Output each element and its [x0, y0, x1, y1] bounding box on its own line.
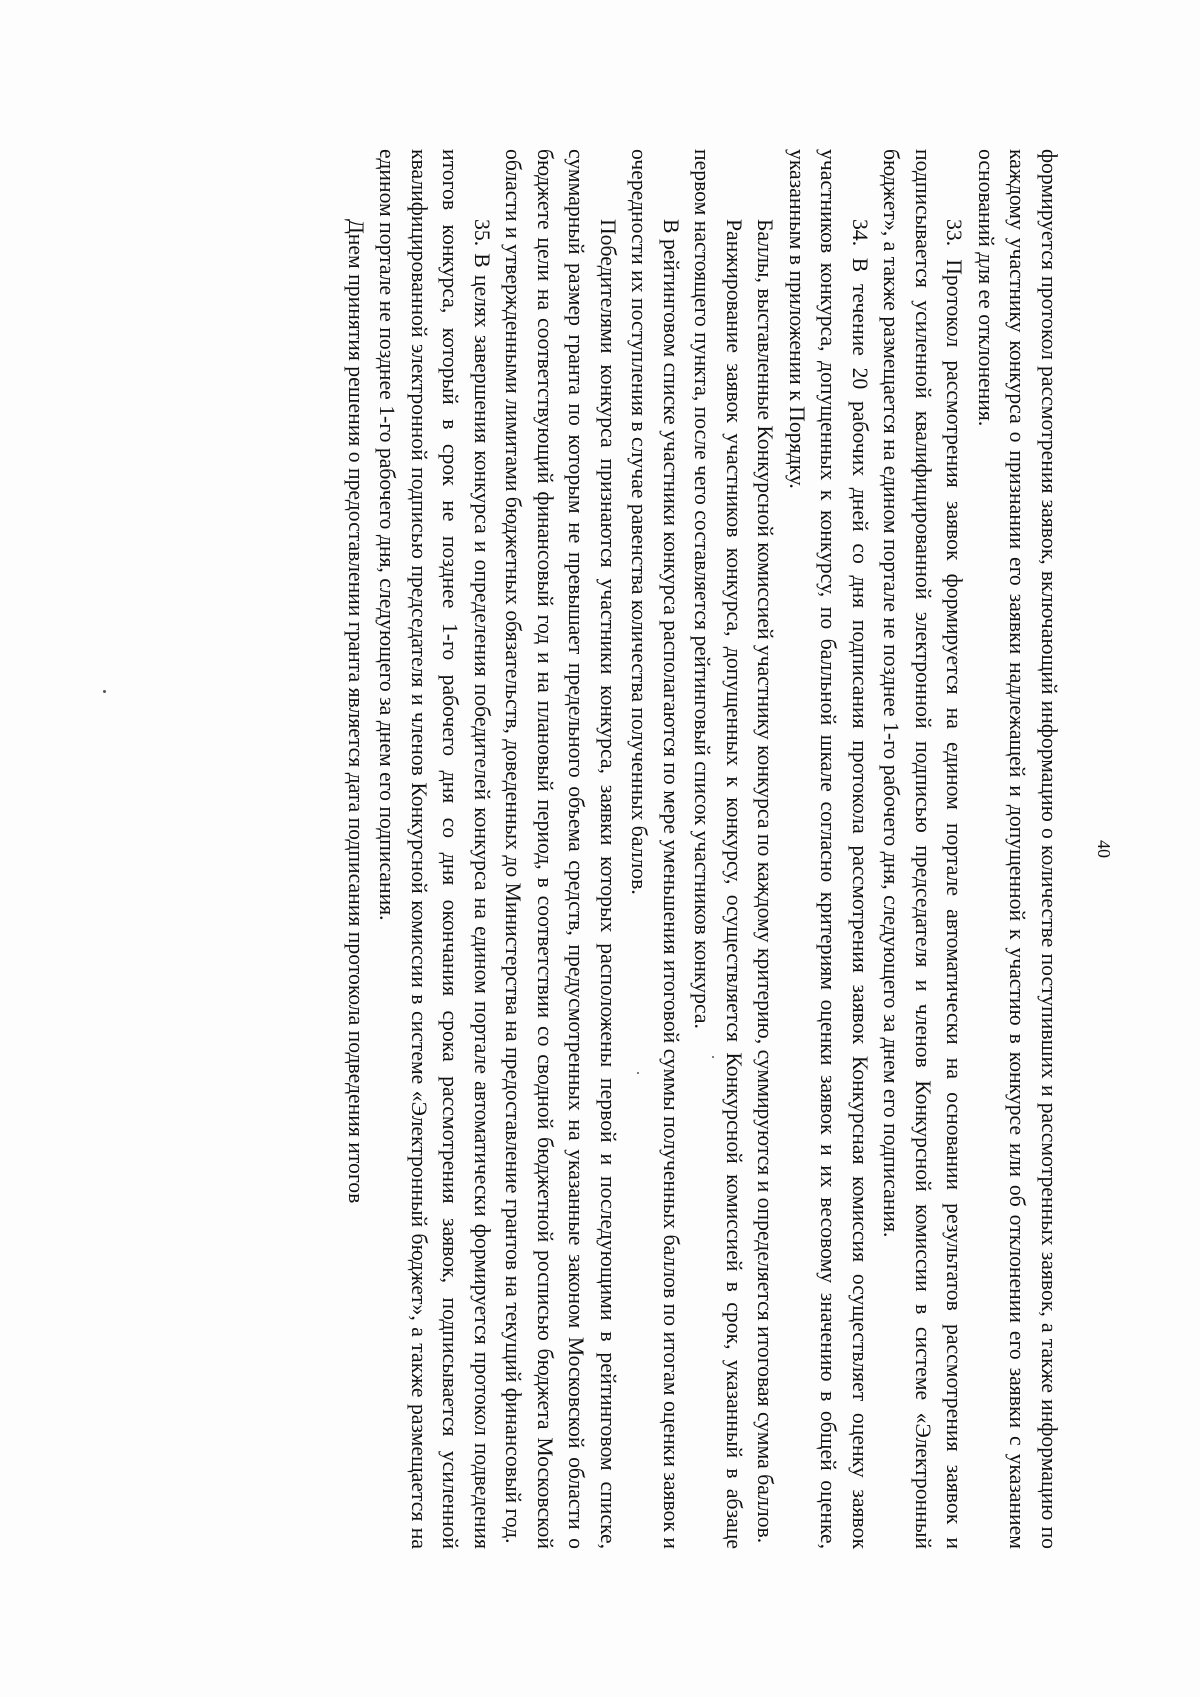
document-body: [340, 149, 1065, 1549]
rotated-document-page: [74, 149, 1114, 1549]
paragraph-decision-date: Днем принятия решения о предоставлении гранта является дата подписания протокола подведения итогов: [344, 219, 368, 1204]
scan-speck: [103, 690, 106, 693]
paragraph-item-35: 35. В целях завершения конкурса и определения победителей конкурса на едином портале автоматически формируется протокол подведения итогов конкурса, который в срок не позднее 1-го рабочего дня со дня окончания срока рассмотрения заявок, подписывается усиленной квалифицированной электронной подписью председателя и членов Конкурсной комиссии в системе «Электронный бюджет», а также размещается на едином портале не позднее 1-го рабочего дня, следующего за днем его подписания.: [375, 149, 494, 1549]
paragraph-ranking: Ранжирование заявок участников конкурса, допущенных к конкурсу, осуществляется Конкурсной комиссией в срок, указанный в абзаце первом настоящего пункта, после чего составляется рейтинговый список участников конкурса.: [690, 149, 746, 1549]
paragraph-rating-list: В рейтинговом списке участники конкурса располагаются по мере уменьшения итоговой суммы полученных баллов по итогам оценки заявок и очередности их поступления в случае равенства количества полученных баллов.: [627, 149, 683, 1549]
scan-speck: [712, 1056, 714, 1058]
paragraph-winners: Победителями конкурса признаются участники конкурса, заявки которых расположены первой и последующими в рейтинговом списке, суммарный размер гранта по которым не превышает предельного объема средств, предусмотренных на указанные законом Московской области о бюджете цели на соответствующий финансовый год и на плановый период, в соответствии со сводной бюджетной росписью бюджета Московской области и утвержденными лимитами бюджетных обязательств, доведенных до Министерства на предоставление грантов на текущий финансовый год.: [501, 149, 620, 1549]
scan-speck: [637, 1072, 639, 1074]
paragraph-protocol-formation: формируется протокол рассмотрения заявок, включающий информацию о количестве поступивших и рассмотренных заявок, а также информацию по каждому участнику конкурса о признании его заявки надлежащей и допущенной к участию в конкурсе или об отклонении его заявки с указанием оснований для ее отклонения.: [974, 149, 1061, 1549]
page-number: 40: [1094, 840, 1114, 858]
paragraph-scores-summation: Баллы, выставленные Конкурсной комиссией участнику конкурса по каждому критерию, суммируются и определяется итоговая сумма баллов.: [753, 219, 778, 1544]
paragraph-item-34: 34. В течение 20 рабочих дней со дня подписания протокола рассмотрения заявок Конкурсная комиссия осуществляет оценку заявок участников конкурса, допущенных к конкурсу, по балльной шкале согласно критериям оценки заявок и их весовому значению в общей оценке, указанным в приложении к Порядку.: [785, 149, 872, 1549]
paragraph-item-33: 33. Протокол рассмотрения заявок формируется на едином портале автоматически на основании результатов рассмотрения заявок и подписывается усиленной квалифицированной электронной подписью председателя и членов Конкурсной комиссии в системе «Электронный бюджет», а также размещается на едином портале не позднее 1-го рабочего дня, следующего за днем его подписания.: [879, 149, 967, 1549]
